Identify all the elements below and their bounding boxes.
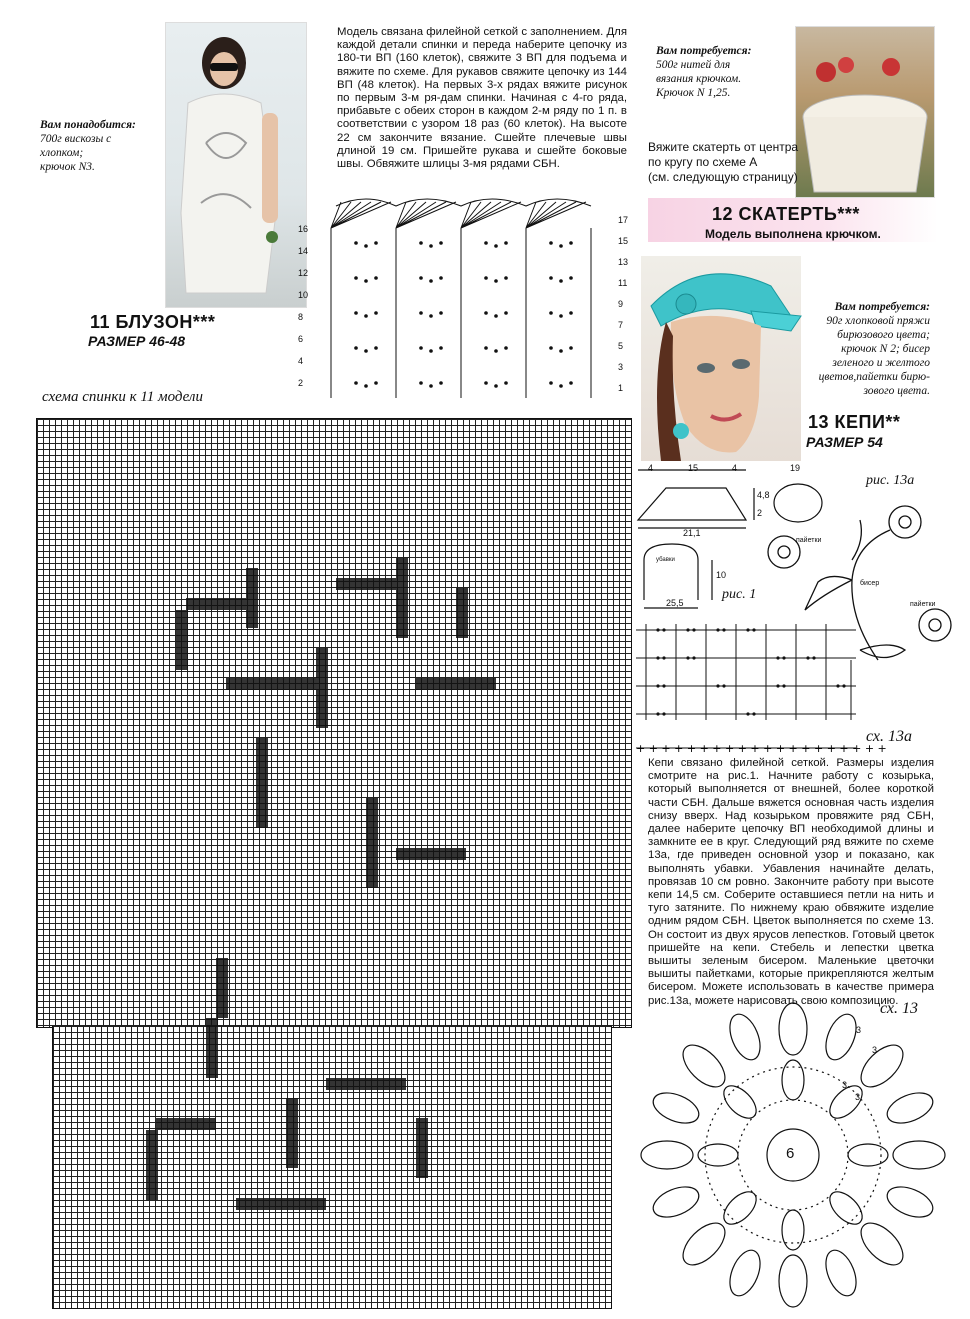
dim-top-left: 4 (648, 463, 654, 473)
model13-size: РАЗМЕР 54 (806, 434, 883, 450)
petal-mark: 3 (855, 1092, 861, 1102)
model12-needs-line: 500г нитей для (656, 59, 731, 71)
model12-instruction (648, 140, 798, 185)
tablecloth-photo (795, 26, 935, 198)
model11-size: РАЗМЕР 46-48 (88, 333, 186, 349)
row-number: 17 (618, 215, 629, 225)
model13-needs-line: зового цвета. (863, 385, 930, 397)
row-number: 12 (298, 268, 309, 278)
model11-needs-line: крючок N3. (40, 161, 95, 173)
petal-mark: 3 (856, 1025, 862, 1035)
flower-center-number: 6 (786, 1145, 795, 1162)
row-number: 3 (618, 362, 624, 372)
row-number: 16 (298, 224, 309, 234)
model12-instruction-line: Вяжите скатерть от центра (648, 140, 799, 154)
model13-needs-title: Вам потребуется: (834, 301, 930, 313)
model12-needs-line: вязания крючком. (656, 73, 742, 85)
model12-instruction-line: (см. следующую страницу) (648, 170, 798, 184)
model11-title: 11 БЛУЗОН*** (90, 312, 216, 332)
dim-cap-label: убавки (656, 557, 675, 563)
stitch-pattern-diagram (296, 198, 634, 414)
sch-13-label: сх. 13 (880, 1000, 918, 1017)
row-number: 14 (298, 246, 309, 256)
fig-13a-label: рис. 13а (866, 473, 915, 488)
petal-mark: 3 (872, 1045, 878, 1055)
model13-needs-line: крючок N 2; бисер (841, 343, 930, 355)
svg-text:+ + + + + + + + + + + + + + +: + + + + + + + + + + + + + + + + + + + + (636, 742, 887, 755)
row-number: 10 (298, 290, 309, 300)
flower-label-bead: бисер (860, 580, 880, 587)
row-number: 4 (298, 356, 304, 366)
model13-needs-line: зеленого и желтого (832, 357, 930, 369)
dim-top-mid: 15 (688, 463, 699, 473)
scheme-caption: схема спинки к 11 модели (42, 389, 203, 405)
model13-description: Кепи связано филейной сеткой. Размеры изделия смотрите на рис.1. Начните работу с козырька, который выполняется от внешней, более короткой части СБН. Дальше вяжется основная часть изделия снизу вверх. Над козырьком провяжите ряд СБН, далее наберите цепочку ВП необходимой длины и замкните ее в круг. Следующий ряд вяжите по схеме 13а, где приведен основной узор и показано, как выполнять убавки. Убавления начинайте делать, провязав 10 см ровно. Закончите работу при высоте кепи 14,5 см. Соберите оставшиеся петли на нить и туго затяните. По нижнему краю обвяжите изделие одним рядом СБН. Цветок выполняется по схеме 13. Он состоит из двух ярусов лепестков. Готовый цветок пришейте на кепи. Стебель и лепестки цветка вышиты зеленым бисером. Маленькие цветочки вышиты пайетками, которые прикрепляются желтым бисером. Можете использовать в качестве примера рис.13а, можете нарисовать свою композицию. (648, 757, 934, 1007)
cap-photo (641, 256, 801, 461)
model12-needs-line: Крючок N 1,25. (656, 87, 731, 99)
model13-needs-line: цветов,пайетки бирю- (818, 371, 930, 383)
sch-13a-label: сх. 13а (866, 728, 912, 745)
model11-description: Модель связана филейной сеткой с заполнением. Для каждой детали спинки и переда наберите цепочку из 180-ти ВП (160 клеток), свяжите 3 ВП для подъема и вяжите по схеме. Для рукавов свяжите цепочку из 144 ВП (48 клеток). На первых 3-х рядах вяжите рисунок по первым 3-м ря-дам спинки. Начиная с 4-го ряда, прибавьте с обеих сторон в каждом 2-м ряду по 1 п. в соответствии с узором 18 раз (60 клеток). На высоте 22 см закончите вязание. Сшейте плечевые швы длиной 19 см. Пришейте рукава и сшейте боковые швы. Обвяжите шлицы 3-мя рядами СБН. (337, 26, 627, 171)
model11-needs-title: Вам понадобится: (40, 119, 136, 131)
dim-top-right: 4 (732, 463, 738, 473)
model12-title: 12 СКАТЕРТЬ*** (712, 204, 860, 224)
dim-cap-w: 25,5 (666, 598, 684, 608)
scheme-13a-stitches (636, 620, 887, 755)
model12-subtitle: Модель выполнена крючком. (705, 227, 881, 241)
row-number: 5 (618, 341, 624, 351)
row-number: 8 (298, 312, 304, 322)
row-numbers-left (298, 218, 308, 394)
row-number: 7 (618, 320, 624, 330)
row-number: 11 (618, 278, 628, 288)
model13-needs-line: бирюзового цвета; (837, 329, 930, 341)
row-number: 2 (298, 378, 304, 388)
fig-1-label: рис. 1 (722, 587, 757, 602)
model12-instruction-line: по кругу по схеме А (648, 155, 758, 169)
row-number: 1 (618, 383, 624, 393)
model11-needs-line: 700г вискозы с (40, 133, 112, 145)
model13-title: 13 КЕПИ** (808, 412, 901, 432)
row-numbers-right (618, 210, 628, 399)
flower-label-sequin: пайетки (910, 601, 936, 608)
model12-needs (656, 44, 796, 100)
blouse-photo (165, 22, 307, 308)
row-number: 15 (618, 236, 629, 246)
filet-motif (36, 418, 630, 1308)
row-number: 6 (298, 334, 304, 344)
dim-circle: 19 (790, 463, 801, 473)
row-number: 13 (618, 257, 629, 267)
dim-h2: 2 (757, 508, 763, 518)
dim-width: 21,1 (683, 528, 701, 538)
model11-needs (40, 118, 165, 174)
model11-needs-line: хлопком; (40, 147, 84, 159)
dim-cap-h: 10 (716, 570, 727, 580)
model13-needs (780, 300, 930, 398)
dim-h1: 4,8 (757, 490, 770, 500)
model13-needs-line: 90г хлопковой пряжи (826, 315, 930, 327)
flower-label-sequin: пайетки (796, 537, 822, 544)
row-number: 9 (618, 299, 624, 309)
model12-needs-title: Вам потребуется: (656, 45, 752, 57)
petal-mark: 3 (842, 1080, 848, 1090)
